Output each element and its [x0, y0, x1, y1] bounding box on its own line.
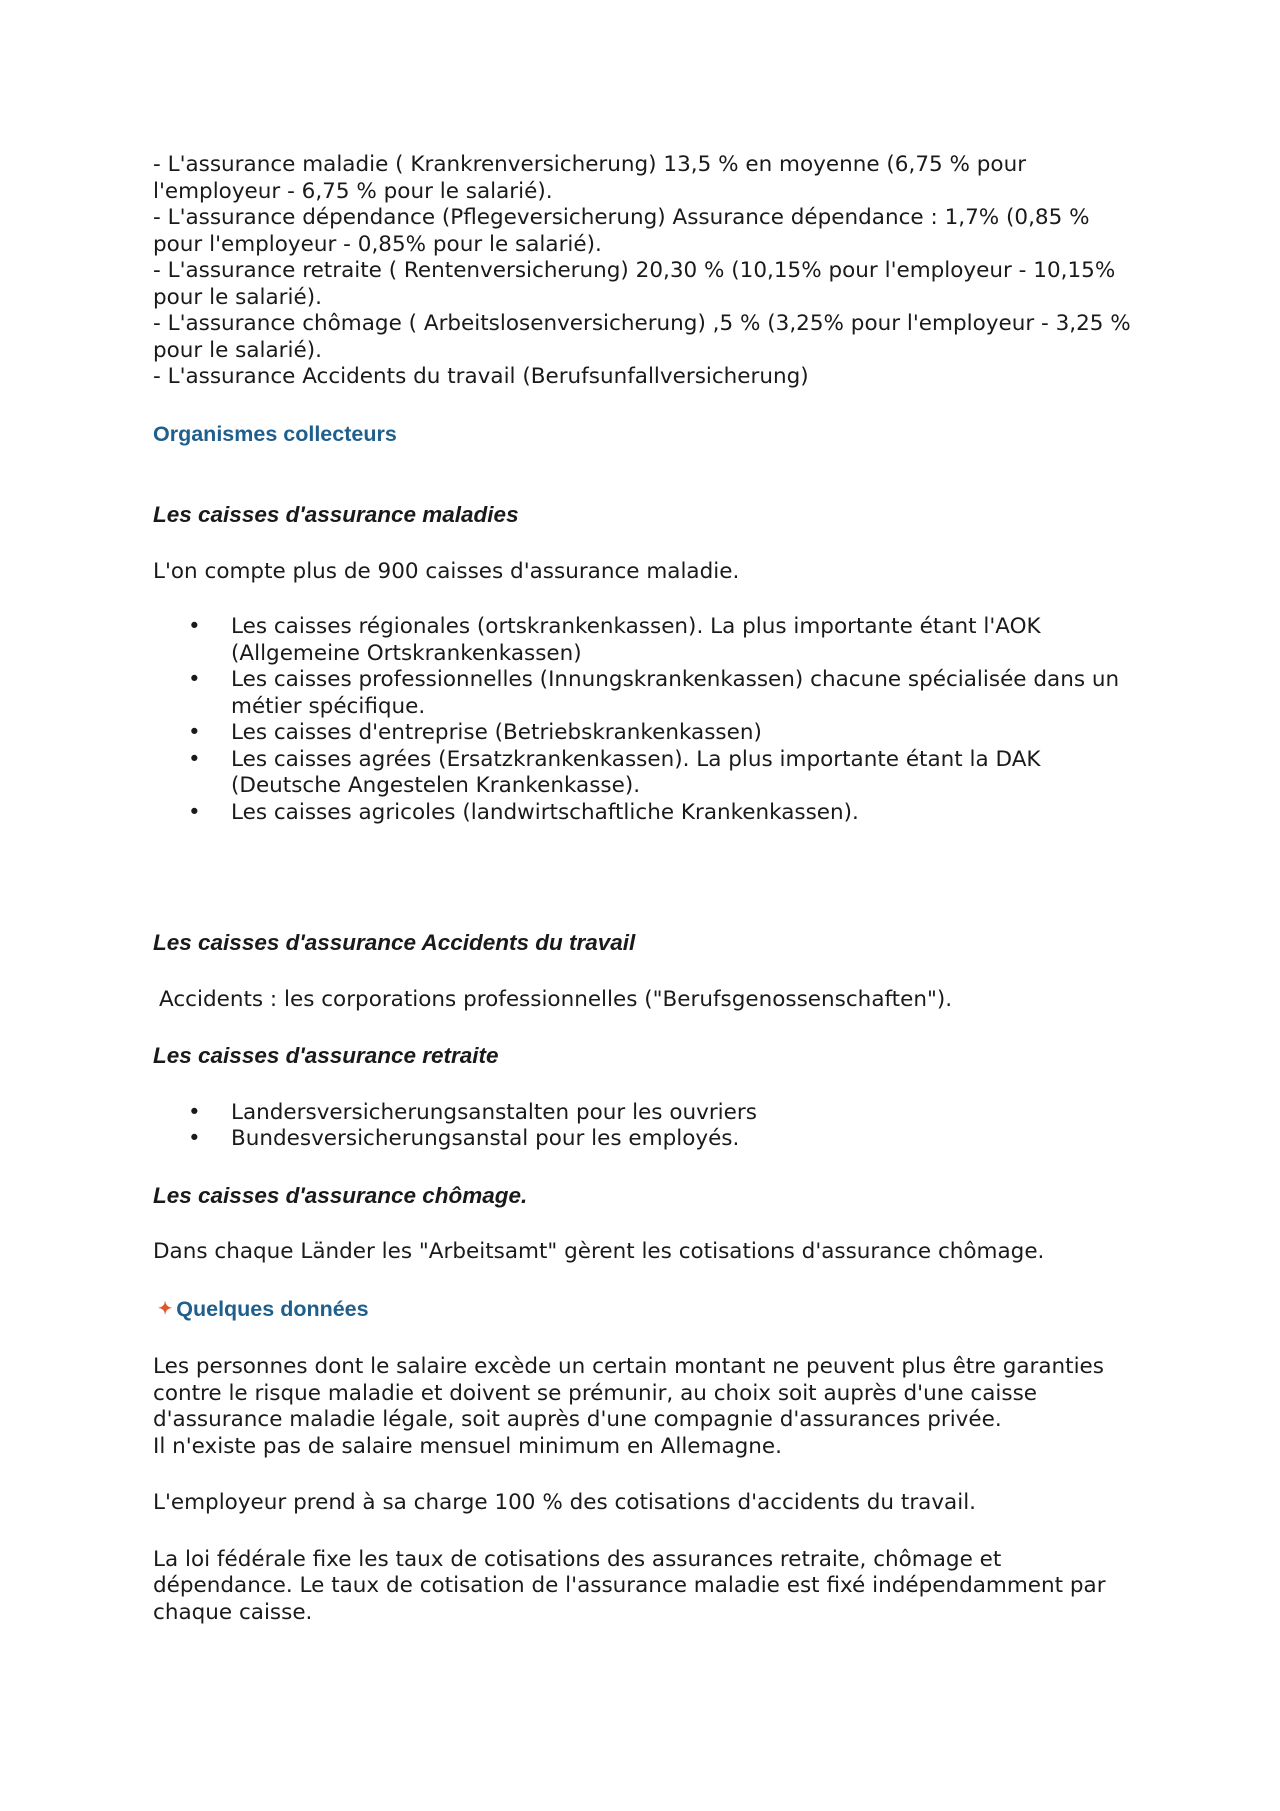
accidents-heading: Les caisses d'assurance Accidents du travail [153, 930, 636, 955]
quelques-para-3: La loi fédérale fixe les taux de cotisations des assurances retraite, chômage et dépendance. Le taux de cotisation de l'assurance maladie est fixé indépendamment par chaque caisse. [153, 1546, 1106, 1625]
list-item: • Landersversicherungsanstalten pour les ouvriers [231, 1100, 1143, 1127]
retraite-list [153, 1100, 1143, 1153]
organismes-heading: Organismes collecteurs [153, 421, 397, 446]
list-item: • Les caisses d'entreprise (Betriebskrankenkassen) [231, 720, 1143, 747]
star-icon: ✦ [158, 1298, 173, 1318]
maladies-heading: Les caisses d'assurance maladies [153, 502, 519, 527]
chomage-heading: Les caisses d'assurance chômage. [153, 1182, 528, 1208]
maladies-list [153, 614, 1143, 826]
list-item: • Les caisses professionnelles (Innungskrankenkassen) chacune spécialisée dans un métier spécifique. [231, 667, 1143, 720]
accidents-text: Accidents : les corporations professionnelles ("Berufsgenossenschaften"). [159, 986, 953, 1012]
list-item: • Les caisses agrées (Ersatzkrankenkassen). La plus importante étant la DAK (Deutsche Angestelen Krankenkasse). [231, 747, 1143, 800]
contribution-chomage: - L'assurance chômage ( Arbeitslosenversicherung) ,5 % (3,25% pour l'employeur - 3,25 % pour le salarié). [153, 311, 1131, 363]
chomage-text: Dans chaque Länder les "Arbeitsamt" gèrent les cotisations d'assurance chômage. [153, 1239, 1045, 1264]
quelques-heading-label: Quelques données [176, 1296, 369, 1321]
list-item: • Les caisses régionales (ortskrankenkassen). La plus importante étant l'AOK (Allgemeine Ortskrankenkassen) [231, 614, 1143, 667]
quelques-para-1-line-2: Il n'existe pas de salaire mensuel minimum en Allemagne. [153, 1433, 782, 1459]
retraite-heading: Les caisses d'assurance retraite [153, 1043, 499, 1068]
contribution-list [153, 152, 1143, 391]
quelques-para-1: Les personnes dont le salaire excède un certain montant ne peuvent plus être garanties contre le risque maladie et doivent se prémunir, au choix soit auprès d'une caisse d'assurance maladie légale, soit auprès d'une compagnie d'assurances privée. [153, 1354, 1104, 1432]
contribution-accidents: - L'assurance Accidents du travail (Berufsunfallversicherung) [153, 364, 809, 389]
quelques-heading [153, 1296, 1143, 1325]
contribution-dependance: - L'assurance dépendance (Pflegeversicherung) Assurance dépendance : 1,7% (0,85 % pour l'employeur - 0,85% pour le salarié). [153, 205, 1090, 257]
contribution-retraite: - L'assurance retraite ( Rentenversicherung) 20,30 % (10,15% pour l'employeur - 10,15% pour le salarié). [153, 258, 1116, 310]
maladies-intro: L'on compte plus de 900 caisses d'assurance maladie. [153, 558, 740, 584]
list-item: • Les caisses agricoles (landwirtschaftliche Krankenkassen). [231, 800, 1143, 827]
document-page [153, 152, 1143, 1626]
list-item: • Bundesversicherungsanstal pour les employés. [231, 1126, 1143, 1153]
contribution-maladie: - L'assurance maladie ( Krankrenversicherung) 13,5 % en moyenne (6,75 % pour l'employeur - 6,75 % pour le salarié). [153, 152, 1027, 204]
quelques-para-2: L'employeur prend à sa charge 100 % des cotisations d'accidents du travail. [153, 1490, 977, 1515]
